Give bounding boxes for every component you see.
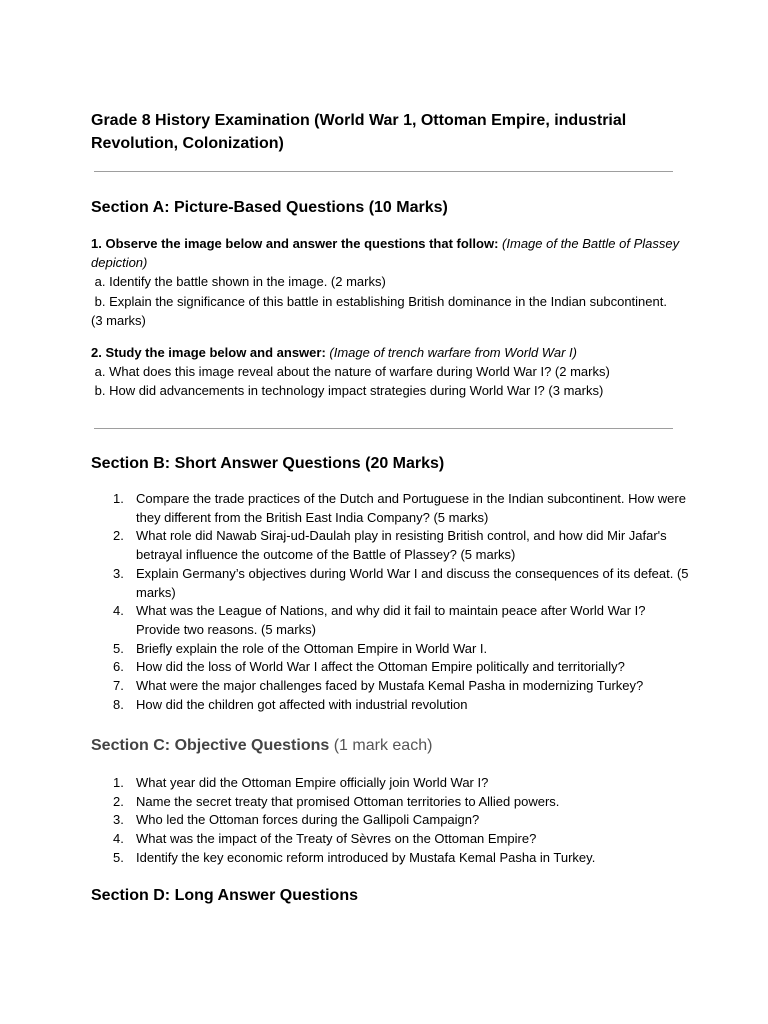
list-item-number: 2. [113,793,124,809]
section-b-list [91,490,691,714]
list-item [91,811,691,830]
list-item-number: 6. [113,659,124,675]
list-item-text: How did the children got affected with industrial revolution [136,696,468,712]
list-item-text: What was the League of Nations, and why did it fail to maintain peace after World War I? Provide two reasons. (5 marks) [136,603,646,637]
section-a-question-1 [91,234,681,330]
divider [94,171,673,172]
list-item-text: Explain Germany’s objectives during World War I and discuss the consequences of its defeat. (5 marks) [136,565,689,600]
question-2-prompt-line [91,343,681,362]
list-item-text: What year did the Ottoman Empire officially join World War I? [136,775,489,790]
section-a-question-2 [91,343,681,401]
page-title: Grade 8 History Examination (World War 1, Ottoman Empire, industrial Revolution, Colonization) [91,112,627,152]
list-item [91,849,691,868]
list-item-text: Briefly explain the role of the Ottoman Empire in World War I. [136,640,488,656]
divider [94,428,673,429]
list-item [91,830,691,849]
list-item [91,677,691,696]
section-b-heading: Section B: Short Answer Questions (20 Marks) [91,455,445,472]
section-c-list [91,774,691,868]
list-item-number: 7. [113,678,124,694]
list-item-text: What was the impact of the Treaty of Sèvres on the Ottoman Empire? [136,831,537,847]
question-2-part-b [91,381,681,400]
list-item-number: 4. [113,603,124,619]
section-c-heading-suffix: (1 mark each) [329,737,433,754]
list-item-number: 3. [113,812,124,828]
list-item [91,565,691,602]
question-1-part-a [91,272,681,291]
question-1-prompt-line [91,234,681,272]
list-item-number: 5. [113,640,124,656]
list-item-number: 8. [113,696,124,712]
list-item-text: Identify the key economic reform introduced by Mustafa Kemal Pasha in Turkey. [136,849,596,865]
question-2-part-b-text: b. How did advancements in technology impact strategies during World War I? (3 marks) [94,383,604,399]
section-d-heading: Section D: Long Answer Questions [91,887,358,904]
question-1-prompt: 1. Observe the image below and answer the questions that follow: [91,236,499,251]
list-item-text: Who led the Ottoman forces during the Gallipoli Campaign? [136,812,480,828]
question-2-part-a-text: a. What does this image reveal about the nature of warfare during World War I? (2 marks) [94,364,610,380]
list-item-number: 2. [113,528,124,544]
list-item-text: How did the loss of World War I affect the Ottoman Empire politically and territorially? [136,659,625,675]
question-2-image-note: (Image of trench warfare from World War I) [329,345,577,360]
section-a-heading: Section A: Picture-Based Questions (10 Marks) [91,199,448,216]
question-2-part-a [91,362,681,381]
list-item [91,793,691,812]
question-1-part-b [91,292,681,330]
list-item [91,490,691,527]
list-item-number: 1. [113,491,124,506]
list-item-text: Compare the trade practices of the Dutch and Portuguese in the Indian subcontinent. How were they different from the British East India Company? (5 marks) [136,491,686,525]
list-item [91,658,691,677]
list-item [91,640,691,659]
list-item-text: Name the secret treaty that promised Ottoman territories to Allied powers. [136,793,560,809]
list-item-number: 3. [113,565,124,581]
list-item-number: 5. [113,849,124,865]
question-1-part-b-text: b. Explain the significance of this battle in establishing British dominance in the Indian subcontinent. (3 marks) [91,293,667,328]
question-1-image-note: (Image of the Battle of Plassey depiction) [91,236,680,271]
list-item [91,602,691,639]
list-item-text: What role did Nawab Siraj-ud-Daulah play in resisting British control, and how did Mir Jafar's betrayal influence the outcome of the Battle of Plassey? (5 marks) [136,528,667,563]
list-item-number: 1. [113,775,124,790]
section-c-heading-text: Section C: Objective Questions [91,737,330,754]
list-item [91,527,691,564]
question-2-prompt: 2. Study the image below and answer: [91,345,326,360]
section-c-heading [91,736,432,756]
list-item [91,774,691,793]
list-item-text: What were the major challenges faced by Mustafa Kemal Pasha in modernizing Turkey? [136,678,644,694]
list-item-number: 4. [113,831,124,847]
list-item [91,696,691,715]
question-1-part-a-text: a. Identify the battle shown in the image. (2 marks) [94,274,386,290]
